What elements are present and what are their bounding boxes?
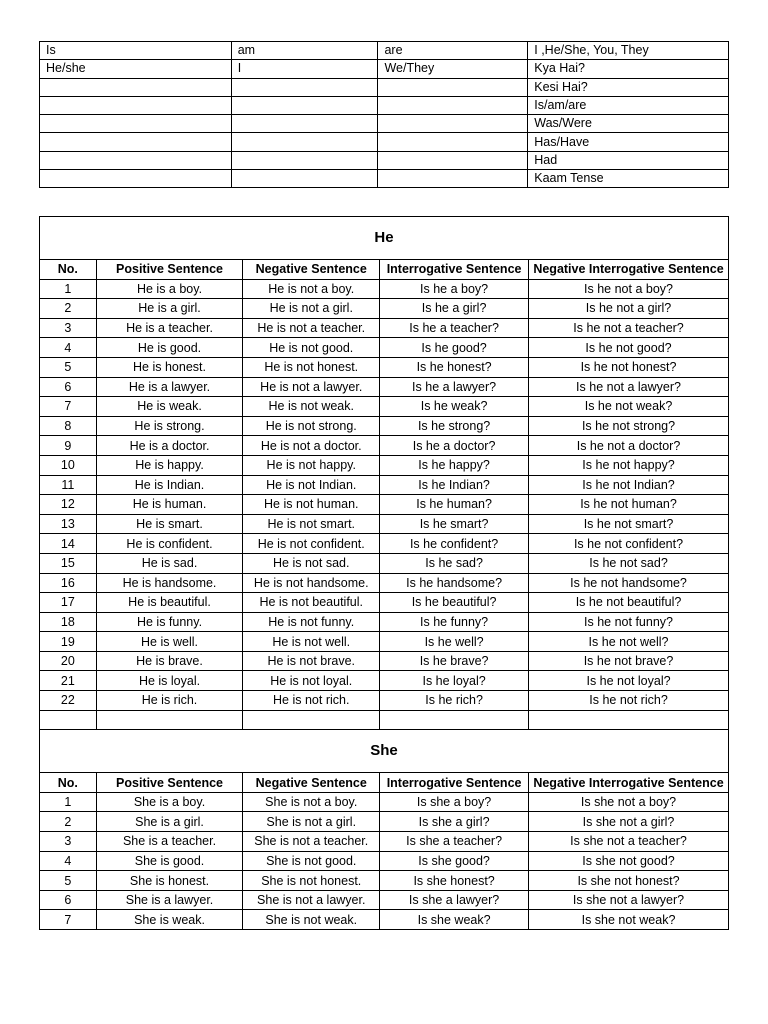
table-cell: Is she a lawyer? <box>380 890 529 910</box>
table-row <box>40 377 729 397</box>
table-cell: He is not Indian. <box>243 475 380 495</box>
table-cell: Is he Indian? <box>380 475 529 495</box>
table-cell: Is he not beautiful? <box>529 593 729 613</box>
reference-cell: I ,He/She, You, They <box>528 42 729 60</box>
section-title: He <box>40 217 729 260</box>
table-cell: Is he sad? <box>380 553 529 573</box>
table-cell: Is she not a girl? <box>529 812 729 832</box>
reference-cell <box>231 78 378 96</box>
reference-row <box>40 60 729 78</box>
table-cell: Is she not a teacher? <box>529 832 729 852</box>
table-cell: Is he human? <box>380 495 529 515</box>
table-cell: He is Indian. <box>96 475 243 495</box>
table-cell: Is he smart? <box>380 514 529 534</box>
section-title-row <box>40 217 729 260</box>
reference-cell <box>378 151 528 169</box>
table-cell: He is sad. <box>96 553 243 573</box>
table-row <box>40 475 729 495</box>
reference-table <box>39 41 729 188</box>
table-row <box>40 416 729 436</box>
table-cell: He is human. <box>96 495 243 515</box>
table-row <box>40 455 729 475</box>
table-cell: Is he not funny? <box>529 612 729 632</box>
reference-row <box>40 78 729 96</box>
table-row <box>40 318 729 338</box>
table-cell: He is not well. <box>243 632 380 652</box>
table-cell <box>243 710 380 730</box>
reference-cell <box>40 115 232 133</box>
table-cell: He is not human. <box>243 495 380 515</box>
table-cell: She is a teacher. <box>96 832 243 852</box>
table-row <box>40 632 729 652</box>
reference-row <box>40 115 729 133</box>
reference-cell: Is/am/are <box>528 96 729 114</box>
table-cell: Is he not handsome? <box>529 573 729 593</box>
reference-row <box>40 96 729 114</box>
table-cell: Is she not weak? <box>529 910 729 930</box>
table-row <box>40 871 729 891</box>
table-cell: 16 <box>40 573 97 593</box>
table-cell: 13 <box>40 514 97 534</box>
table-cell: She is weak. <box>96 910 243 930</box>
reference-cell <box>40 96 232 114</box>
column-header: No. <box>40 260 97 280</box>
reference-cell: Was/Were <box>528 115 729 133</box>
reference-cell: Kaam Tense <box>528 170 729 188</box>
table-row <box>40 671 729 691</box>
table-cell: 17 <box>40 593 97 613</box>
table-cell: 9 <box>40 436 97 456</box>
table-cell: 3 <box>40 832 97 852</box>
section-title-row <box>40 730 729 773</box>
table-cell: 5 <box>40 871 97 891</box>
reference-cell <box>378 170 528 188</box>
table-cell: Is he not a boy? <box>529 279 729 299</box>
table-cell: Is he honest? <box>380 357 529 377</box>
table-cell: He is not weak. <box>243 397 380 417</box>
table-cell: He is strong. <box>96 416 243 436</box>
table-cell <box>529 710 729 730</box>
table-cell: 7 <box>40 397 97 417</box>
table-cell: Is he not honest? <box>529 357 729 377</box>
table-cell: Is she a teacher? <box>380 832 529 852</box>
table-cell: Is she weak? <box>380 910 529 930</box>
table-cell: Is he a teacher? <box>380 318 529 338</box>
table-cell: Is he not good? <box>529 338 729 358</box>
table-cell: Is he good? <box>380 338 529 358</box>
reference-cell: I <box>231 60 378 78</box>
table-cell: He is smart. <box>96 514 243 534</box>
table-row <box>40 812 729 832</box>
table-cell: He is not rich. <box>243 691 380 711</box>
table-row <box>40 279 729 299</box>
table-cell: He is not a teacher. <box>243 318 380 338</box>
reference-cell <box>231 115 378 133</box>
table-row <box>40 338 729 358</box>
table-row <box>40 851 729 871</box>
table-cell: Is he not happy? <box>529 455 729 475</box>
table-cell: She is a boy. <box>96 792 243 812</box>
table-cell: 6 <box>40 377 97 397</box>
table-cell: Is he confident? <box>380 534 529 554</box>
reference-cell <box>40 133 232 151</box>
table-cell: Is he a girl? <box>380 299 529 319</box>
reference-cell <box>40 78 232 96</box>
table-cell: Is she not good? <box>529 851 729 871</box>
table-cell: He is confident. <box>96 534 243 554</box>
table-cell: Is he a lawyer? <box>380 377 529 397</box>
table-cell: 18 <box>40 612 97 632</box>
table-cell: 22 <box>40 691 97 711</box>
table-cell: 2 <box>40 299 97 319</box>
column-header: Negative Sentence <box>243 260 380 280</box>
table-row <box>40 792 729 812</box>
table-cell: He is not loyal. <box>243 671 380 691</box>
table-cell: He is good. <box>96 338 243 358</box>
table-cell: 6 <box>40 890 97 910</box>
table-cell: Is she not honest? <box>529 871 729 891</box>
table-cell: He is not a boy. <box>243 279 380 299</box>
table-cell: He is not confident. <box>243 534 380 554</box>
reference-cell <box>231 133 378 151</box>
table-cell: 1 <box>40 279 97 299</box>
table-cell: He is well. <box>96 632 243 652</box>
table-cell: He is not funny. <box>243 612 380 632</box>
table-cell: She is not good. <box>243 851 380 871</box>
table-row <box>40 593 729 613</box>
table-cell: She is not a teacher. <box>243 832 380 852</box>
reference-cell: We/They <box>378 60 528 78</box>
table-cell: He is brave. <box>96 651 243 671</box>
table-cell: She is good. <box>96 851 243 871</box>
table-cell: Is she not a lawyer? <box>529 890 729 910</box>
table-cell: 11 <box>40 475 97 495</box>
table-cell: He is not handsome. <box>243 573 380 593</box>
table-cell: Is she good? <box>380 851 529 871</box>
table-cell: Is he not a doctor? <box>529 436 729 456</box>
table-cell: Is he strong? <box>380 416 529 436</box>
reference-cell: Kya Hai? <box>528 60 729 78</box>
table-cell: He is happy. <box>96 455 243 475</box>
reference-cell <box>378 78 528 96</box>
table-cell: She is a lawyer. <box>96 890 243 910</box>
table-cell: He is a doctor. <box>96 436 243 456</box>
table-row <box>40 651 729 671</box>
table-row <box>40 573 729 593</box>
reference-cell <box>40 170 232 188</box>
table-row <box>40 691 729 711</box>
table-cell: He is weak. <box>96 397 243 417</box>
table-cell: He is not a doctor. <box>243 436 380 456</box>
table-cell: He is not sad. <box>243 553 380 573</box>
table-cell: 4 <box>40 338 97 358</box>
table-cell: Is she honest? <box>380 871 529 891</box>
table-row <box>40 534 729 554</box>
table-cell: 4 <box>40 851 97 871</box>
table-cell: Is he not Indian? <box>529 475 729 495</box>
column-header: Negative Interrogative Sentence <box>529 773 729 793</box>
table-cell: 3 <box>40 318 97 338</box>
table-cell: She is not a girl. <box>243 812 380 832</box>
reference-row <box>40 42 729 60</box>
table-cell: Is he well? <box>380 632 529 652</box>
table-cell: Is he brave? <box>380 651 529 671</box>
reference-cell: are <box>378 42 528 60</box>
table-row <box>40 357 729 377</box>
table-cell: She is not a boy. <box>243 792 380 812</box>
table-cell: 14 <box>40 534 97 554</box>
table-cell: Is he happy? <box>380 455 529 475</box>
table-cell: Is he not brave? <box>529 651 729 671</box>
reference-cell <box>378 115 528 133</box>
table-cell: Is he beautiful? <box>380 593 529 613</box>
table-cell: He is not brave. <box>243 651 380 671</box>
table-cell: Is she a boy? <box>380 792 529 812</box>
table-cell: Is he a doctor? <box>380 436 529 456</box>
table-cell: 1 <box>40 792 97 812</box>
table-cell: He is not a lawyer. <box>243 377 380 397</box>
table-cell: He is loyal. <box>96 671 243 691</box>
table-cell: He is not smart. <box>243 514 380 534</box>
table-cell <box>380 710 529 730</box>
table-cell: He is not good. <box>243 338 380 358</box>
reference-cell: Has/Have <box>528 133 729 151</box>
table-cell: 20 <box>40 651 97 671</box>
column-header: Negative Sentence <box>243 773 380 793</box>
table-cell: He is a boy. <box>96 279 243 299</box>
table-cell: 2 <box>40 812 97 832</box>
table-row <box>40 436 729 456</box>
table-cell: Is he not sad? <box>529 553 729 573</box>
reference-cell <box>231 170 378 188</box>
table-cell: He is handsome. <box>96 573 243 593</box>
table-row <box>40 612 729 632</box>
column-header-row <box>40 260 729 280</box>
reference-cell <box>40 151 232 169</box>
table-cell: Is he not strong? <box>529 416 729 436</box>
table-cell: She is honest. <box>96 871 243 891</box>
reference-row <box>40 170 729 188</box>
table-cell: Is he funny? <box>380 612 529 632</box>
table-cell: Is she a girl? <box>380 812 529 832</box>
table-cell: 8 <box>40 416 97 436</box>
column-header-row <box>40 773 729 793</box>
table-cell: Is he not weak? <box>529 397 729 417</box>
table-cell: 7 <box>40 910 97 930</box>
column-header: Interrogative Sentence <box>380 260 529 280</box>
table-cell: 21 <box>40 671 97 691</box>
section-title: She <box>40 730 729 773</box>
table-cell: Is he not a lawyer? <box>529 377 729 397</box>
table-row <box>40 890 729 910</box>
table-cell: He is a lawyer. <box>96 377 243 397</box>
table-cell: She is not a lawyer. <box>243 890 380 910</box>
table-cell: He is rich. <box>96 691 243 711</box>
table-row <box>40 299 729 319</box>
table-cell: Is he not human? <box>529 495 729 515</box>
reference-cell <box>231 96 378 114</box>
table-row <box>40 514 729 534</box>
table-cell: He is honest. <box>96 357 243 377</box>
column-header: Positive Sentence <box>96 260 243 280</box>
reference-cell: Is <box>40 42 232 60</box>
table-cell: Is he not smart? <box>529 514 729 534</box>
table-row <box>40 710 729 730</box>
table-cell: Is he a boy? <box>380 279 529 299</box>
table-cell: Is he loyal? <box>380 671 529 691</box>
table-cell: She is a girl. <box>96 812 243 832</box>
reference-cell <box>378 133 528 151</box>
table-cell: Is he not rich? <box>529 691 729 711</box>
table-cell: 19 <box>40 632 97 652</box>
reference-row <box>40 151 729 169</box>
table-row <box>40 397 729 417</box>
table-cell: She is not weak. <box>243 910 380 930</box>
table-cell: He is not strong. <box>243 416 380 436</box>
table-cell: She is not honest. <box>243 871 380 891</box>
sentence-table <box>39 216 729 930</box>
reference-cell <box>378 96 528 114</box>
column-header: Interrogative Sentence <box>380 773 529 793</box>
table-cell: He is beautiful. <box>96 593 243 613</box>
reference-cell: am <box>231 42 378 60</box>
table-cell: He is not happy. <box>243 455 380 475</box>
column-header: No. <box>40 773 97 793</box>
table-cell: Is he weak? <box>380 397 529 417</box>
table-cell: He is not beautiful. <box>243 593 380 613</box>
table-cell: Is he not a girl? <box>529 299 729 319</box>
table-cell: 10 <box>40 455 97 475</box>
reference-cell <box>231 151 378 169</box>
table-cell: Is he not loyal? <box>529 671 729 691</box>
table-cell: 15 <box>40 553 97 573</box>
table-cell: Is he rich? <box>380 691 529 711</box>
table-cell: Is he handsome? <box>380 573 529 593</box>
table-cell: Is he not confident? <box>529 534 729 554</box>
table-cell: Is he not a teacher? <box>529 318 729 338</box>
table-cell: He is a teacher. <box>96 318 243 338</box>
table-cell: 12 <box>40 495 97 515</box>
column-header: Positive Sentence <box>96 773 243 793</box>
reference-cell: Had <box>528 151 729 169</box>
table-row <box>40 910 729 930</box>
table-cell: Is she not a boy? <box>529 792 729 812</box>
reference-row <box>40 133 729 151</box>
table-cell <box>96 710 243 730</box>
table-cell: He is a girl. <box>96 299 243 319</box>
table-cell <box>40 710 97 730</box>
reference-cell: Kesi Hai? <box>528 78 729 96</box>
column-header: Negative Interrogative Sentence <box>529 260 729 280</box>
reference-cell: He/she <box>40 60 232 78</box>
table-cell: He is not a girl. <box>243 299 380 319</box>
table-cell: He is not honest. <box>243 357 380 377</box>
table-cell: He is funny. <box>96 612 243 632</box>
table-cell: Is he not well? <box>529 632 729 652</box>
table-row <box>40 553 729 573</box>
table-row <box>40 495 729 515</box>
table-cell: 5 <box>40 357 97 377</box>
table-row <box>40 832 729 852</box>
